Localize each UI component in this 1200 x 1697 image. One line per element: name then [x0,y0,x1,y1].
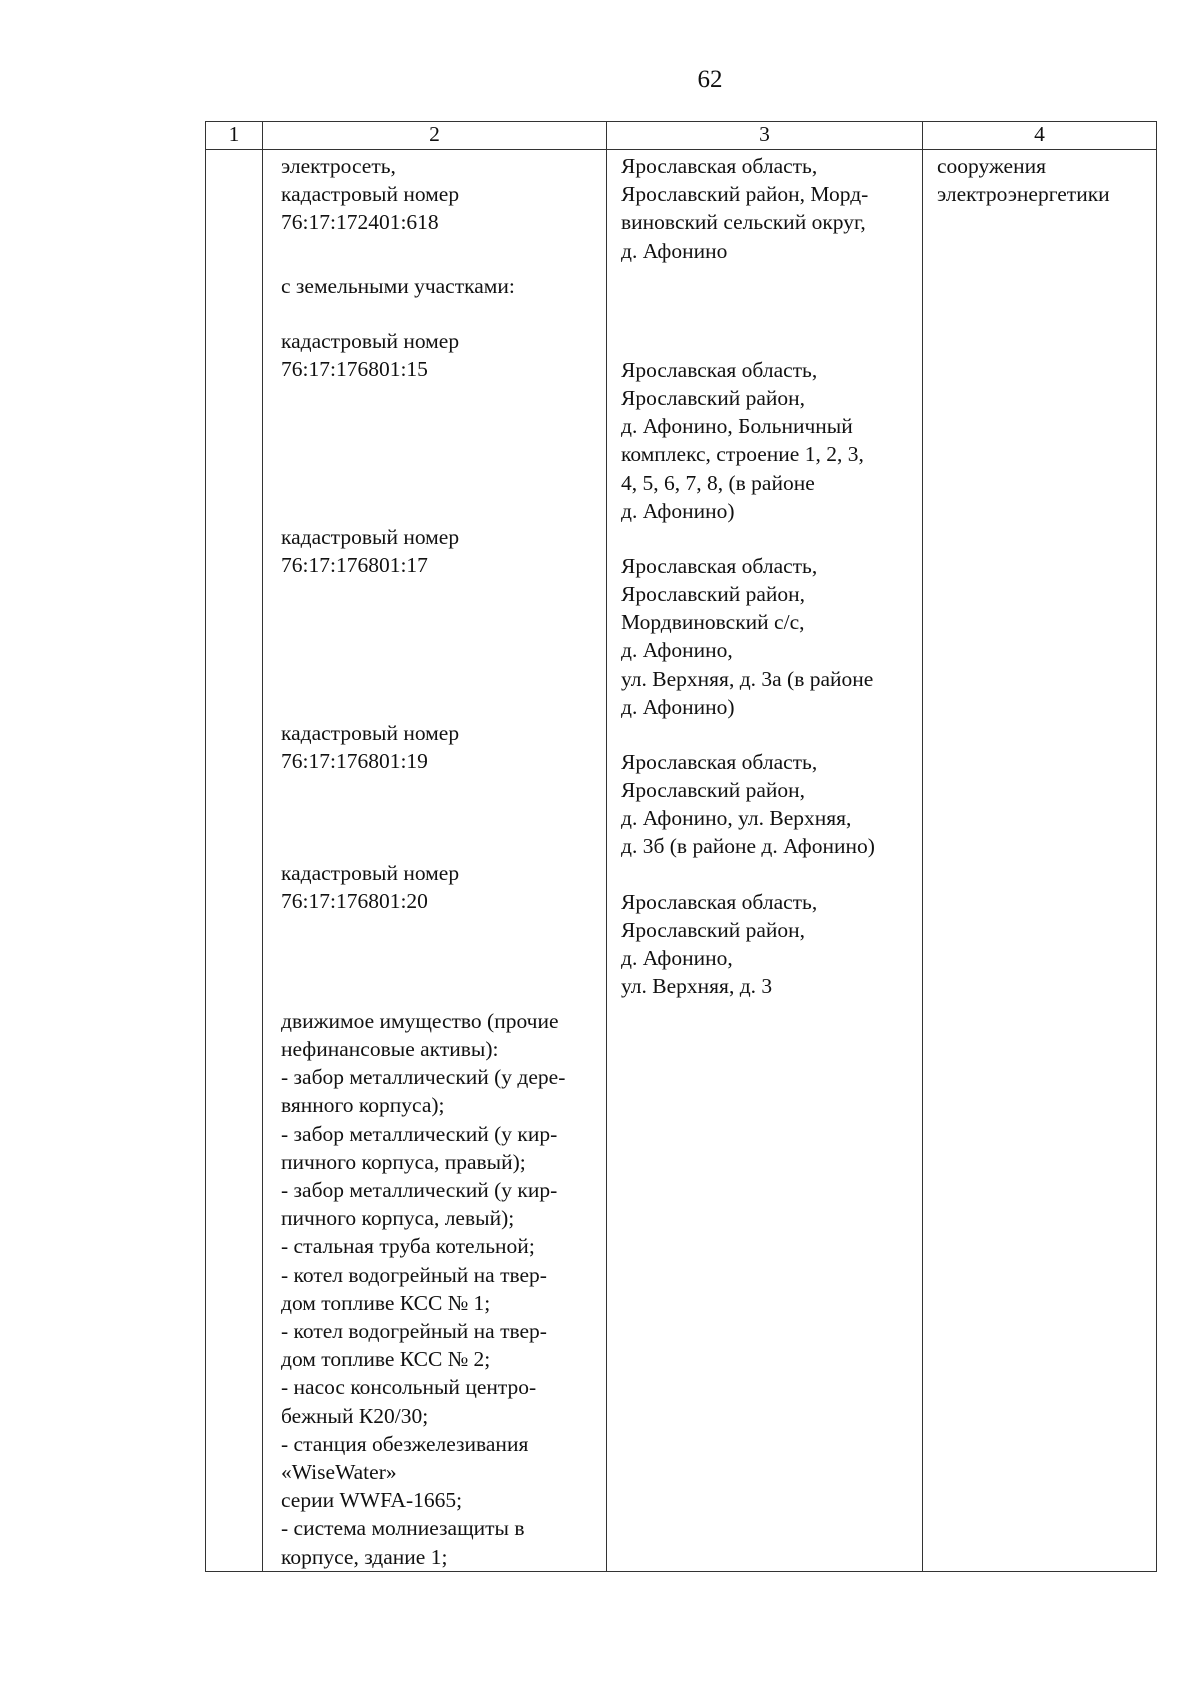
header-col-2: 2 [263,122,607,150]
parcel-cadastral-2: кадастровый номер 76:17:176801:17 [281,524,460,578]
header-col-1: 1 [206,122,263,150]
parcel-address-1: Ярославская область, Ярославский район, д. Афонино, Больничный комплекс, строение 1, 2, 3, 4, 5, 6, 7, 8, (в районе д. Афонино) [621,357,864,523]
header-row [206,122,1157,150]
cell-col-4 [923,150,1157,1572]
parcel-address-2: Ярославская область, Ярославский район, Мордвиновский с/с, д. Афонино, ул. Верхняя, д. 3а (в районе д. Афонино) [621,553,874,719]
object-type: сооружения электроэнергетики [937,154,1110,207]
parcel-cadastral-1: кадастровый номер 76:17:176801:15 [281,328,460,382]
page-number: 62 [697,66,723,93]
cell-col-1 [206,150,263,1572]
movable-property-list: движимое имущество (прочие нефинансовые активы): - забор металлический (у дере- вянного корпуса); - забор металлический (у кир- пичного корпуса, правый); - забор металлический (у кир- пичного корпуса, левый); - стальная труба котельной; - котел водогрейный на твер- дом топливе КСС № 1; - котел водогрейный на твер- дом топливе КСС № 2; - насос консольный центро- бежный К20/30; - станция обезжелезивания «WiseWater» серии WWFA-1665; - система молниезащиты в корпусе, здание 1; [281,1008,566,1569]
cell-col-2 [263,150,607,1572]
parcel-cadastral-4: кадастровый номер 76:17:176801:20 [281,860,460,914]
parcel-address-4: Ярославская область, Ярославский район, д. Афонино, ул. Верхняя, д. 3 [621,889,818,999]
land-plots-heading: с земельными участками: [281,273,515,298]
header-col-4: 4 [923,122,1157,150]
parcel-address-3: Ярославская область, Ярославский район, д. Афонино, ул. Верхняя, д. 3б (в районе д. Афонино) [621,749,875,859]
header-col-3: 3 [607,122,923,150]
object-description: электросеть, кадастровый номер 76:17:172401:618 [281,154,460,235]
property-table [205,121,1157,1572]
parcel-cadastral-3: кадастровый номер 76:17:176801:19 [281,720,460,774]
table-row [206,150,1157,1572]
cell-col-3 [607,150,923,1572]
object-address: Ярославская область, Ярославский район, Морд- виновский сельский округ, д. Афонино [621,154,869,263]
